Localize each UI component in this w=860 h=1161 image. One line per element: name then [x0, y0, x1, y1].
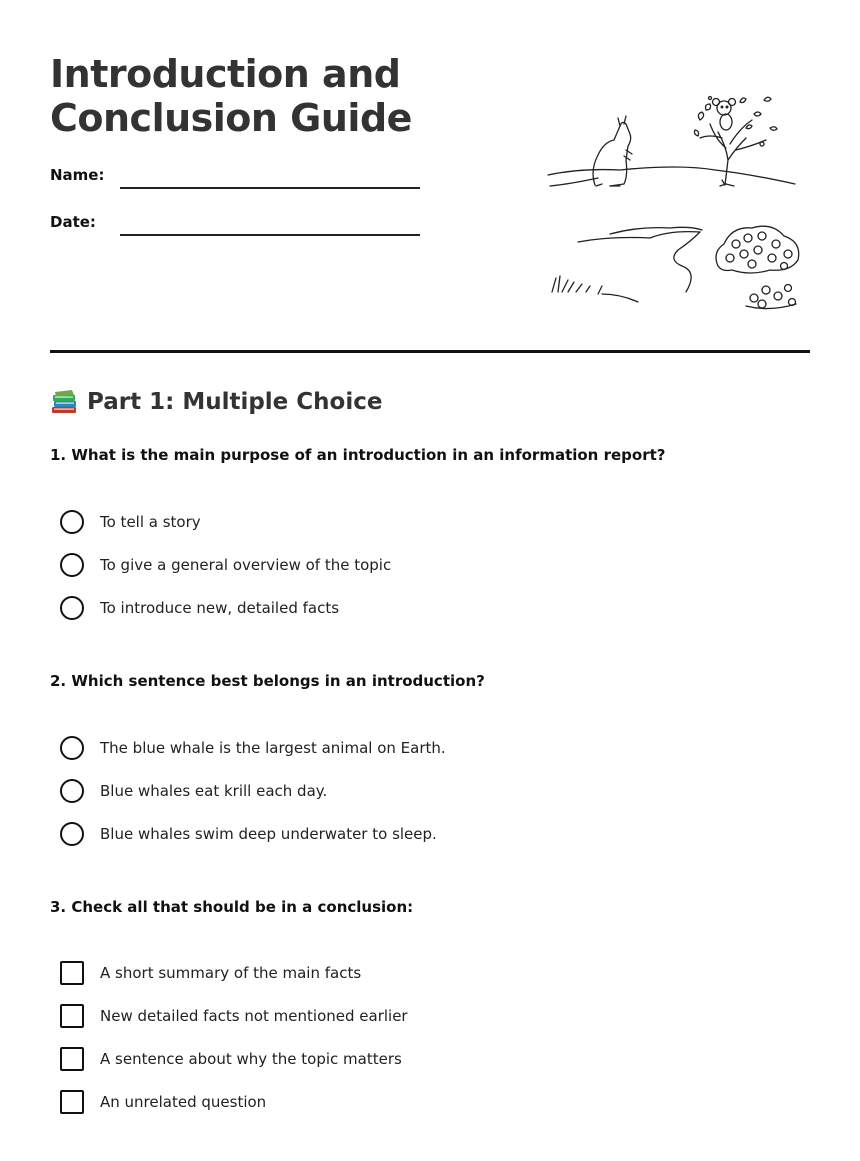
option-label: To introduce new, detailed facts: [100, 599, 340, 617]
radio-button[interactable]: [60, 510, 84, 534]
checkbox[interactable]: [60, 1004, 84, 1028]
date-field[interactable]: [120, 234, 420, 236]
option-label: A sentence about why the topic matters: [100, 1050, 402, 1068]
header-divider: [50, 350, 810, 353]
option-label: To tell a story: [100, 513, 201, 531]
option-label: To give a general overview of the topic: [100, 556, 392, 574]
outback-scene-illustration: [540, 80, 810, 320]
name-label: Name:: [50, 166, 105, 184]
name-field[interactable]: [120, 187, 420, 189]
q2-option-3[interactable]: [60, 821, 437, 847]
checkbox[interactable]: [60, 1090, 84, 1114]
radio-button[interactable]: [60, 779, 84, 803]
part1-heading: [50, 388, 382, 416]
radio-button[interactable]: [60, 736, 84, 760]
q1-option-1[interactable]: [60, 509, 201, 535]
option-label: New detailed facts not mentioned earlier: [100, 1007, 408, 1025]
question-2: 2. Which sentence best belongs in an introduction?: [50, 672, 485, 690]
option-label: A short summary of the main facts: [100, 964, 362, 982]
books-icon: [50, 388, 78, 416]
title-line-1: Introduction and: [50, 52, 401, 96]
date-label: Date:: [50, 213, 96, 231]
option-label: Blue whales swim deep underwater to sleep.: [100, 825, 437, 843]
q2-option-2[interactable]: [60, 778, 327, 804]
checkbox[interactable]: [60, 961, 84, 985]
q3-option-2[interactable]: [60, 1003, 408, 1029]
question-1: 1. What is the main purpose of an introduction in an information report?: [50, 446, 666, 464]
radio-button[interactable]: [60, 596, 84, 620]
radio-button[interactable]: [60, 822, 84, 846]
q2-option-1[interactable]: [60, 735, 446, 761]
title-line-2: Conclusion Guide: [50, 96, 412, 140]
q1-option-3[interactable]: [60, 595, 339, 621]
q3-option-4[interactable]: [60, 1089, 266, 1115]
option-label: The blue whale is the largest animal on Earth.: [100, 739, 446, 757]
q3-option-1[interactable]: [60, 960, 361, 986]
option-label: An unrelated question: [100, 1093, 267, 1111]
page-title: [50, 52, 510, 140]
checkbox[interactable]: [60, 1047, 84, 1071]
q3-option-3[interactable]: [60, 1046, 402, 1072]
q1-option-2[interactable]: [60, 552, 391, 578]
radio-button[interactable]: [60, 553, 84, 577]
question-3: 3. Check all that should be in a conclusion:: [50, 898, 414, 916]
part1-heading-text: Part 1: Multiple Choice: [87, 389, 383, 415]
option-label: Blue whales eat krill each day.: [100, 782, 328, 800]
